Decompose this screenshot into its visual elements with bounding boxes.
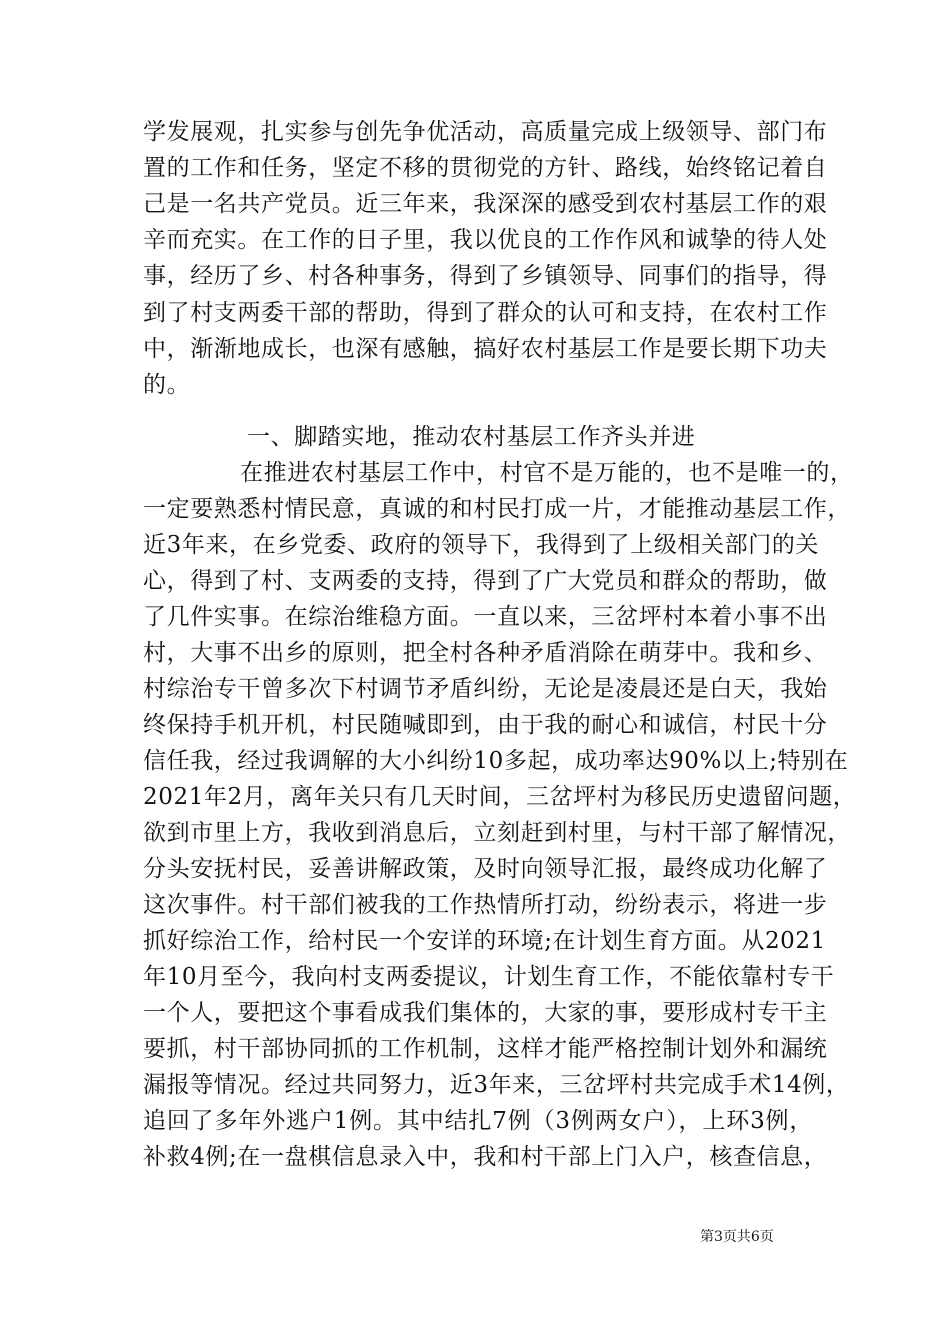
- page-number-footer: 第3页共6页: [700, 1229, 774, 1245]
- paragraph-line: 2021年2月，离年关只有几天时间，三岔坪村为移民历史遗留问题，: [143, 784, 857, 810]
- paragraph-line: 信任我，经过我调解的大小纠纷10多起，成功率达90%以上;特别在: [143, 748, 849, 774]
- paragraph-line: 一个人，要把这个事看成我们集体的，大家的事，要形成村专干主: [143, 1000, 828, 1026]
- paragraph-line: 要抓，村干部协同抓的工作机制，这样才能严格控制计划外和漏统: [143, 1036, 828, 1062]
- paragraph-line: 抓好综治工作，给村民一个安详的环境;在计划生育方面。从2021: [143, 928, 826, 954]
- paragraph-line: 辛而充实。在工作的日子里，我以优良的工作作风和诚挚的待人处: [143, 227, 828, 253]
- paragraph-line: 的。: [143, 372, 191, 398]
- paragraph-line: 年10月至今，我向村支两委提议，计划生育工作，不能依靠村专干: [143, 964, 835, 990]
- paragraph-line: 一定要熟悉村情民意，真诚的和村民打成一片，才能推动基层工作，: [143, 496, 851, 522]
- paragraph-line: 欲到市里上方，我收到消息后，立刻赶到村里，与村干部了解情况，: [143, 820, 851, 846]
- section-heading: 一、脚踏实地，推动农村基层工作齐头并进: [247, 424, 696, 450]
- paragraph-line: 近3年来，在乡党委、政府的领导下，我得到了上级相关部门的关: [143, 532, 820, 558]
- paragraph-line: 村综治专干曾多次下村调节矛盾纠纷，无论是凌晨还是白天，我始: [143, 676, 828, 702]
- paragraph-line: 中，渐渐地成长，也深有感触，搞好农村基层工作是要长期下功夫: [143, 336, 828, 362]
- paragraph-line: 这次事件。村干部们被我的工作热情所打动，纷纷表示，将进一步: [143, 892, 828, 918]
- paragraph-line: 心，得到了村、支两委的支持，得到了广大党员和群众的帮助，做: [143, 568, 828, 594]
- paragraph-line: 在推进农村基层工作中，村官不是万能的，也不是唯一的，: [240, 460, 854, 486]
- paragraph-line: 村，大事不出乡的原则，把全村各种矛盾消除在萌芽中。我和乡、: [143, 640, 828, 666]
- paragraph-line: 到了村支两委干部的帮助，得到了群众的认可和支持，在农村工作: [143, 300, 828, 326]
- paragraph-line: 终保持手机开机，村民随喊即到，由于我的耐心和诚信，村民十分: [143, 712, 828, 738]
- paragraph-line: 事，经历了乡、村各种事务，得到了乡镇领导、同事们的指导，得: [143, 263, 828, 289]
- paragraph-line: 己是一名共产党员。近三年来，我深深的感受到农村基层工作的艰: [143, 191, 828, 217]
- paragraph-line: 了几件实事。在综治维稳方面。一直以来，三岔坪村本着小事不出: [143, 604, 828, 630]
- paragraph-line: 漏报等情况。经过共同努力，近3年来，三岔坪村共完成手术14例，: [143, 1072, 850, 1098]
- paragraph-line: 置的工作和任务，坚定不移的贯彻党的方针、路线，始终铭记着自: [143, 155, 828, 181]
- paragraph-line: 补救4例;在一盘棋信息录入中，我和村干部上门入户，核查信息，: [143, 1144, 828, 1170]
- paragraph-line: 学发展观，扎实参与创先争优活动，高质量完成上级领导、部门布: [143, 119, 828, 145]
- paragraph-line: 追回了多年外逃户1例。其中结扎7例（3例两女户），上环3例，: [143, 1108, 813, 1134]
- paragraph-line: 分头安抚村民，妥善讲解政策，及时向领导汇报，最终成功化解了: [143, 856, 828, 882]
